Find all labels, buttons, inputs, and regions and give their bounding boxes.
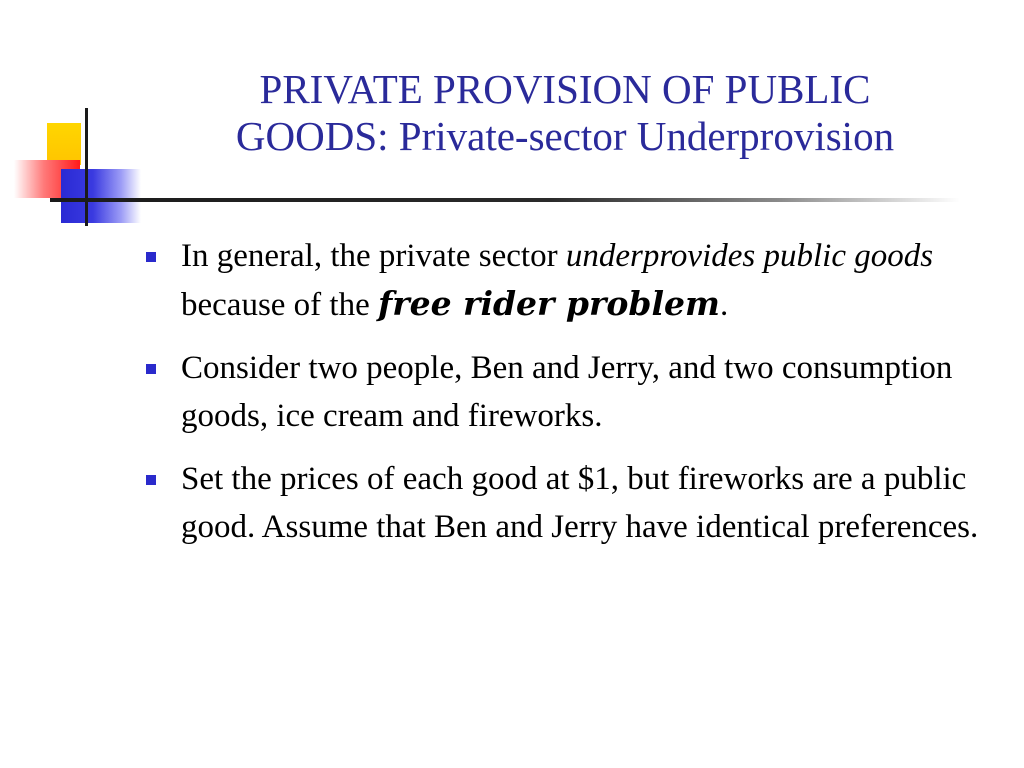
slide-title-line-2: GOODS: Private-sector Underprovision [235, 113, 895, 159]
title-underline [50, 198, 960, 202]
bullet-square-icon [146, 364, 156, 374]
bullet-item-prices [144, 455, 1004, 551]
bullet-item-ben-and-jerry [144, 344, 1004, 440]
bullet-emphasis-bold-italic: free rider problem [378, 284, 720, 323]
slide-title [150, 66, 980, 160]
slide-title-line-1: PRIVATE PROVISION OF PUBLIC [259, 66, 871, 112]
decor-blue-square [61, 169, 141, 223]
decor-vertical-line [85, 108, 88, 226]
bullet-text: Set the prices of each good at $1, but fireworks are a public good. Assume that Ben and Jerry have identical preferences. [181, 461, 979, 545]
bullet-text: because of the [181, 287, 378, 323]
bullet-item-free-rider [144, 232, 1004, 329]
bullet-square-icon [146, 475, 156, 485]
bullet-text: . [719, 287, 729, 323]
bullet-emphasis-italic: underprovides public goods [565, 238, 934, 274]
bullet-list [144, 232, 1004, 566]
decor-yellow-square [47, 123, 81, 165]
bullet-text: In general, the private sector [181, 238, 566, 274]
bullet-text: Consider two people, Ben and Jerry, and two consumption goods, ice cream and fireworks. [181, 350, 953, 434]
bullet-square-icon [146, 252, 156, 262]
